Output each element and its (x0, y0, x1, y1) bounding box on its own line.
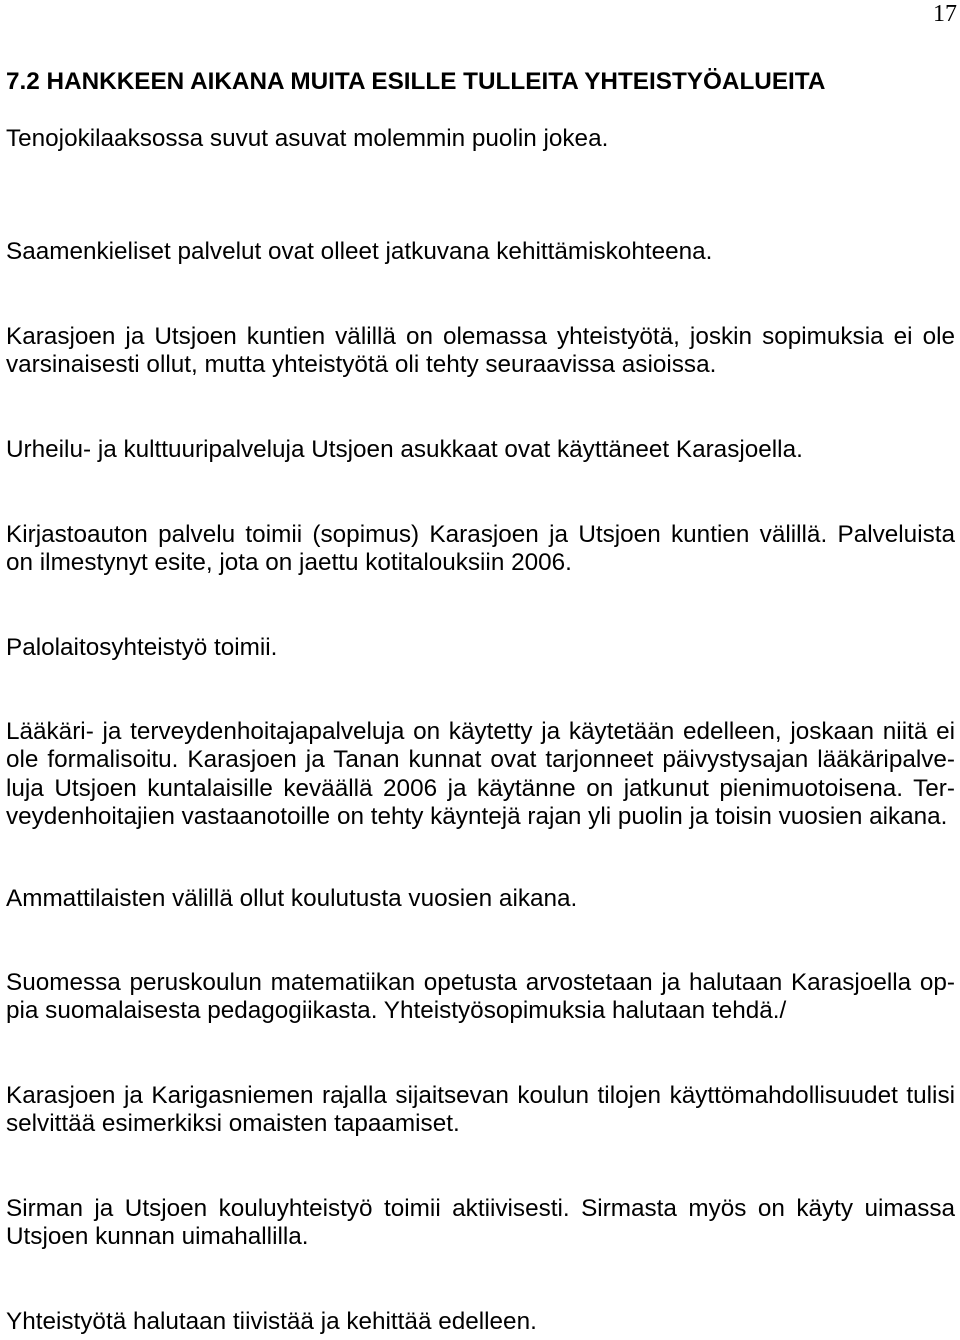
text-line: veydenhoitajien vastaanotoille on tehty käyntejä rajan yli puolin ja toisin vuosien aikana. (6, 802, 948, 830)
page-number: 17 (933, 1, 957, 27)
text-line: ole formalisoitu. Karasjoen ja Tanan kunnat ovat tarjonneet päivystysajan lääkäripalve- (6, 746, 955, 774)
paragraph (6, 1308, 955, 1336)
text-line: Tenojokilaaksossa suvut asuvat molemmin puolin jokea. (6, 125, 609, 152)
paragraph (6, 634, 955, 662)
text-line: Urheilu- ja kulttuuripalveluja Utsjoen asukkaat ovat käyttäneet Karasjoella. (6, 436, 803, 463)
paragraph (6, 323, 955, 380)
text-line: Saamenkieliset palvelut ovat olleet jatkuvana kehittämiskohteena. (6, 238, 713, 265)
paragraph (6, 969, 955, 1026)
text-line: selvittää esimerkiksi omaisten tapaamiset. (6, 1110, 460, 1138)
text-line: Utsjoen kunnan uimahallilla. (6, 1223, 309, 1251)
text-line: pia suomalaisesta pedagogiikasta. Yhteistyösopimuksia halutaan tehdä./ (6, 997, 787, 1025)
paragraph (6, 238, 955, 266)
text-line: Sirman ja Utsjoen kouluyhteistyö toimii aktiivisesti. Sirmasta myös on käyty uimassa (6, 1195, 955, 1222)
text-line: Yhteistyötä halutaan tiivistää ja kehittää edelleen. (6, 1308, 537, 1335)
text-line: Karasjoen ja Karigasniemen rajalla sijaitsevan koulun tilojen käyttömahdollisuudet tulisi (6, 1082, 955, 1109)
text-line: Karasjoen ja Utsjoen kuntien välillä on olemassa yhteistyötä, joskin sopimuksia ei ole (6, 323, 955, 350)
text-line: on ilmestynyt esite, jota on jaettu kotitalouksiin 2006. (6, 549, 572, 577)
text-line: varsinaisesti ollut, mutta yhteistyötä oli tehty seuraavissa asioissa. (6, 351, 717, 379)
paragraph (6, 1195, 955, 1252)
text-line: Ammattilaisten välillä ollut koulutusta vuosien aikana. (6, 885, 578, 912)
text-line: Palolaitosyhteistyö toimii. (6, 634, 278, 661)
text-line: Lääkäri- ja terveydenhoitajapalveluja on käytetty ja käytetään edelleen, joskaan niitä ei (6, 718, 955, 745)
section-heading: 7.2 HANKKEEN AIKANA MUITA ESILLE TULLEITA YHTEISTYÖALUEITA (6, 68, 826, 95)
paragraph (6, 718, 955, 831)
paragraph (6, 885, 955, 913)
paragraph (6, 436, 955, 464)
text-line: luja Utsjoen kuntalaisille keväällä 2006 ja käytänne on jatkunut pienimuotoisena. Ter- (6, 774, 955, 802)
paragraph (6, 521, 955, 578)
text-line: Suomessa peruskoulun matematiikan opetusta arvostetaan ja halutaan Karasjoella op- (6, 969, 955, 996)
paragraph (6, 1082, 955, 1139)
paragraph (6, 125, 955, 153)
text-line: Kirjastoauton palvelu toimii (sopimus) Karasjoen ja Utsjoen kuntien välillä. Palveluista (6, 521, 955, 548)
